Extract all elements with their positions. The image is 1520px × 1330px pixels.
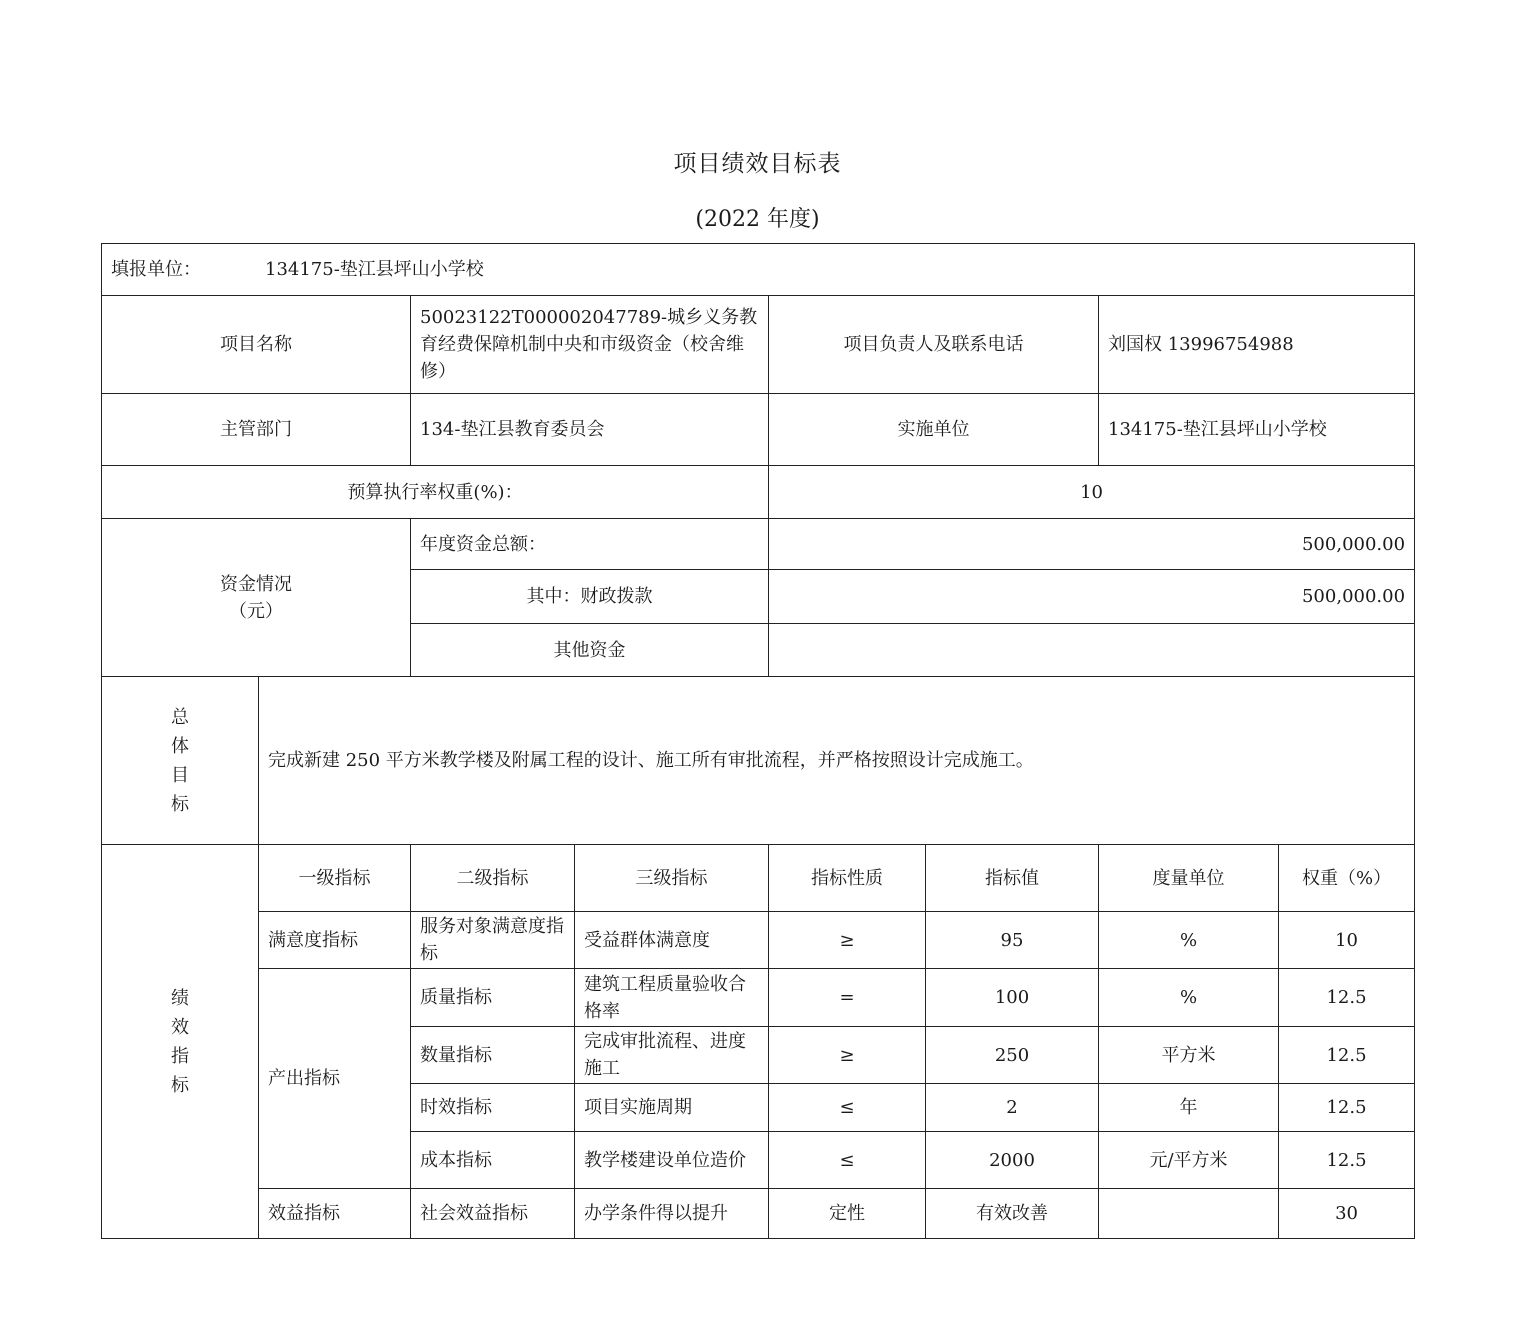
value-cell: 95 xyxy=(926,912,1099,969)
level2-cell: 社会效益指标 xyxy=(411,1189,575,1239)
funds-other-label: 其他资金 xyxy=(411,624,769,677)
level3-cell: 建筑工程质量验收合格率 xyxy=(575,969,769,1027)
level2-cell: 质量指标 xyxy=(411,969,575,1027)
header-value: 指标值 xyxy=(926,845,1099,912)
level1-cell: 效益指标 xyxy=(259,1189,411,1239)
funds-label-line2: （元） xyxy=(229,600,283,622)
nature-cell: = xyxy=(769,969,926,1027)
header-level2: 二级指标 xyxy=(411,845,575,912)
nature-cell: ≤ xyxy=(769,1084,926,1132)
weight-cell: 12.5 xyxy=(1279,969,1415,1027)
reporting-unit-value: 134175-垫江县坪山小学校 xyxy=(265,259,484,280)
level3-cell: 项目实施周期 xyxy=(575,1084,769,1132)
level3-cell: 教学楼建设单位造价 xyxy=(575,1132,769,1189)
level2-cell: 时效指标 xyxy=(411,1084,575,1132)
page-subtitle: (2022 年度) xyxy=(695,207,820,232)
unit-cell xyxy=(1099,1189,1279,1239)
value-cell: 有效改善 xyxy=(926,1189,1099,1239)
header-level1: 一级指标 xyxy=(259,845,411,912)
nature-cell: ≥ xyxy=(769,912,926,969)
unit-cell: % xyxy=(1099,969,1279,1027)
funds-total-value: 500,000.00 xyxy=(769,519,1415,570)
level3-cell: 办学条件得以提升 xyxy=(575,1189,769,1239)
funds-fiscal-value: 500,000.00 xyxy=(769,570,1415,624)
department-row xyxy=(102,394,1415,466)
indicators-label: 绩 效 指 标 xyxy=(102,845,259,1239)
table-row xyxy=(102,912,1415,969)
table-row xyxy=(102,1189,1415,1239)
project-name-value: 50023122T000002047789-城乡义务教育经费保障机制中央和市级资金（校舍维修） xyxy=(411,296,769,394)
project-lead-value: 刘国权 13996754988 xyxy=(1099,296,1415,394)
implementing-unit-value: 134175-垫江县坪山小学校 xyxy=(1099,394,1415,466)
level3-cell: 完成审批流程、进度施工 xyxy=(575,1027,769,1084)
project-name-row xyxy=(102,296,1415,394)
value-cell: 2 xyxy=(926,1084,1099,1132)
funds-total-row xyxy=(102,519,1415,570)
overall-goal-row xyxy=(102,677,1415,845)
weight-cell: 30 xyxy=(1279,1189,1415,1239)
unit-cell: 年 xyxy=(1099,1084,1279,1132)
funds-total-label: 年度资金总额： xyxy=(411,519,769,570)
project-lead-label: 项目负责人及联系电话 xyxy=(769,296,1099,394)
funds-label xyxy=(102,519,411,677)
header-nature: 指标性质 xyxy=(769,845,926,912)
funds-fiscal-label: 其中：财政拨款 xyxy=(411,570,769,624)
weight-cell: 12.5 xyxy=(1279,1084,1415,1132)
level1-cell: 满意度指标 xyxy=(259,912,411,969)
value-cell: 100 xyxy=(926,969,1099,1027)
nature-cell: 定性 xyxy=(769,1189,926,1239)
header-unit: 度量单位 xyxy=(1099,845,1279,912)
unit-cell: 元/平方米 xyxy=(1099,1132,1279,1189)
competent-dept-label: 主管部门 xyxy=(102,394,411,466)
weight-cell: 12.5 xyxy=(1279,1027,1415,1084)
reporting-unit-row xyxy=(102,244,1415,296)
weight-cell: 12.5 xyxy=(1279,1132,1415,1189)
overall-goal-label: 总 体 目 标 xyxy=(102,677,259,845)
reporting-unit-label: 填报单位： xyxy=(111,259,201,280)
budget-rate-label: 预算执行率权重(%)： xyxy=(102,466,769,519)
performance-goal-table xyxy=(101,243,1415,1239)
competent-dept-value: 134-垫江县教育委员会 xyxy=(411,394,769,466)
project-name-label: 项目名称 xyxy=(102,296,411,394)
table-row xyxy=(102,969,1415,1027)
budget-rate-value: 10 xyxy=(769,466,1415,519)
header-weight: 权重（%） xyxy=(1279,845,1415,912)
header-level3: 三级指标 xyxy=(575,845,769,912)
implementing-unit-label: 实施单位 xyxy=(769,394,1099,466)
weight-cell: 10 xyxy=(1279,912,1415,969)
level2-cell: 数量指标 xyxy=(411,1027,575,1084)
level2-cell: 服务对象满意度指标 xyxy=(411,912,575,969)
unit-cell: 平方米 xyxy=(1099,1027,1279,1084)
reporting-unit-cell xyxy=(102,244,1415,296)
level2-cell: 成本指标 xyxy=(411,1132,575,1189)
page-title: 项目绩效目标表 xyxy=(673,151,842,177)
unit-cell: % xyxy=(1099,912,1279,969)
funds-other-value xyxy=(769,624,1415,677)
nature-cell: ≤ xyxy=(769,1132,926,1189)
indicator-header-row xyxy=(102,845,1415,912)
value-cell: 2000 xyxy=(926,1132,1099,1189)
level3-cell: 受益群体满意度 xyxy=(575,912,769,969)
overall-goal-text: 完成新建 250 平方米教学楼及附属工程的设计、施工所有审批流程，并严格按照设计完成施工。 xyxy=(259,677,1415,845)
nature-cell: ≥ xyxy=(769,1027,926,1084)
budget-rate-row xyxy=(102,466,1415,519)
value-cell: 250 xyxy=(926,1027,1099,1084)
level1-cell: 产出指标 xyxy=(259,969,411,1189)
funds-label-line1: 资金情况 xyxy=(220,573,292,595)
